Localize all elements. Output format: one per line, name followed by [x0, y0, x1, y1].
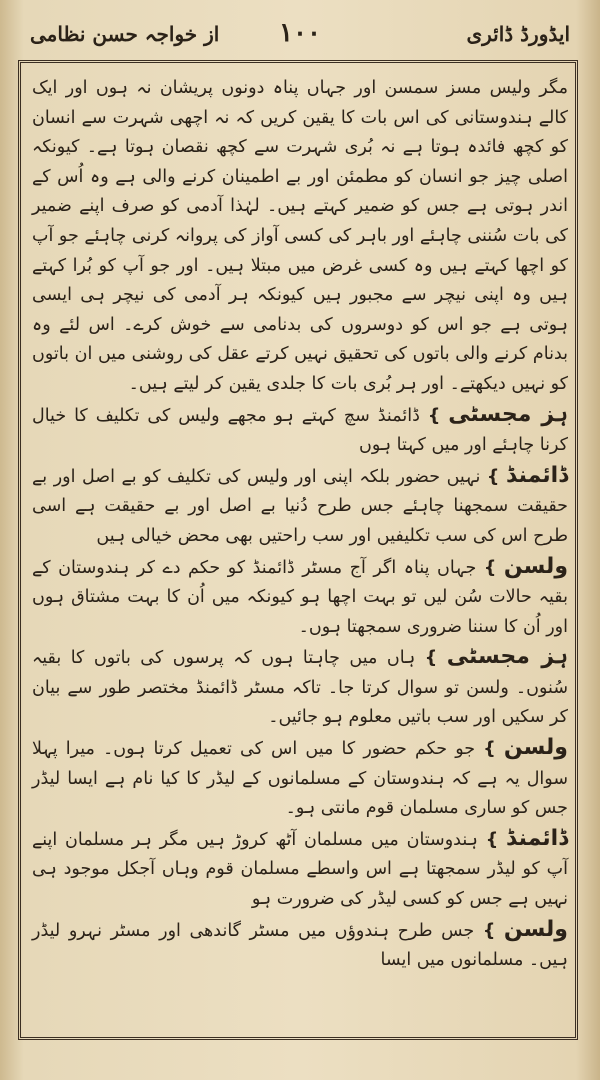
- dialogue-text: ہاں میں چاہتا ہوں کہ پرسوں کی باتوں کا بقیہ سُنوں۔ ولسن تو سوال کرتا جا۔ تاکہ مسٹر ڈائمنڈ مختصر طور سے بیان کر سکیں اور سب باتیں معلوم ہو جائیں۔: [32, 648, 568, 728]
- body-text: [32, 74, 568, 1029]
- speaker-brace: }: [427, 405, 441, 426]
- speaker-brace: }: [424, 648, 438, 669]
- speaker-name: ڈائمنڈ: [505, 462, 568, 488]
- dialogue-line: [32, 552, 568, 643]
- speaker-brace: }: [482, 920, 496, 941]
- speaker-brace: }: [483, 739, 496, 760]
- speaker-name: ولسن: [503, 735, 568, 761]
- book-title: ایڈورڈ ڈائری: [466, 22, 570, 46]
- dialogue-text: ڈائمنڈ سچ کہتے ہو مجھے ولیس کی تکلیف کا خیال کرنا چاہئے اور میں کہتا ہوں: [32, 405, 568, 456]
- dialogue-text: جہاں پناہ اگر آج مسٹر ڈائمنڈ کو حکم دے کر ہندوستان کے بقیہ حالات سُن لیں تو بہت اچھا ہو کیونکہ میں اُن کا بہت مشتاق ہوں اور اُن کا سننا ضروری سمجھتا ہوں۔: [32, 557, 568, 637]
- dialogue-text: جس طرح ہندوؤں میں مسٹر گاندھی اور مسٹر نہرو لیڈر ہیں۔ مسلمانوں میں ایسا: [32, 920, 568, 971]
- dialogue-text: نہیں حضور بلکہ اپنی اور ولیس کی تکلیف کو بے اصل اور بے حقیقت سمجھنا چاہئے جس طرح دُنیا بے اصل اور بے حقیقت ہے اسی طرح اس کی سب تکلیفیں اور سب راحتیں بھی محض خیالی ہیں: [32, 466, 568, 546]
- page-number: ۱۰۰: [279, 18, 321, 48]
- dialogue-text: ہندوستان میں مسلمان آٹھ کروڑ ہیں مگر ہر مسلمان اپنے آپ کو لیڈر سمجھتا ہے اس واسطے مسلمان قوم وہاں آجکل موجود ہی نہیں ہے جس کو کسی لیڈر کی ضرورت ہو: [32, 829, 568, 910]
- speaker-name: ہز مجسٹی: [446, 644, 568, 670]
- speaker-name: ڈائمنڈ: [505, 825, 568, 851]
- dialogue-line: [32, 461, 568, 552]
- speaker-name: ولسن: [503, 553, 568, 579]
- author-name: از خواجہ حسن نظامی: [30, 22, 220, 46]
- dialogue-line: [32, 733, 568, 824]
- dialogue-text: جو حکم حضور کا میں اس کی تعمیل کرتا ہوں۔ میرا پہلا سوال یہ ہے کہ ہندوستان کے مسلمانوں کے لیڈر کا کیا نام ہے ایسا لیڈر جس کو ساری مسلمان قوم مانتی ہو۔: [32, 739, 568, 819]
- dialogue-line: [32, 824, 568, 915]
- dialogue-line: [32, 642, 568, 733]
- intro-paragraph: مگر ولیس مسز سمسن اور جہاں پناہ دونوں پریشان نہ ہوں اور ایک کالے ہندوستانی کی اس بات کا یقین کریں کہ نہ اچھی شہرت سے انسان کو کچھ فائدہ ہوتا ہے نہ بُری شہرت سے کچھ نقصان ہوتا ہے۔ کیونکہ اصلی چیز جو انسان کو مطمئن اور بے اطمینان کرنے والی ہے وہ اُس کے اندر ہوتی ہے جس کو ضمیر کہتے ہیں۔ لہٰذا آدمی کو صرف اپنے ضمیر کی بات سُننی چاہئے اور باہر کی کسی آواز کی پروانہ کرنی چاہئے جو آپ کو اچھا کہتے ہیں وہ کسی غرض میں مبتلا ہیں۔ اور جو آپ کو بُرا کہتے ہیں وہ اپنی نیچر سے مجبور ہیں کیونکہ ہر آدمی کی نیچر ہی ایسی ہوتی ہے جو اس کو دوسروں کی بدنامی سے خوش کرے۔ اس لئے وہ بدنام کرنے والی باتوں کی تحقیق نہیں کرتے عقل کی روشنی میں ان باتوں کو نہیں دیکھتے۔ اور ہر بُری بات کا جلدی یقین کر لیتے ہیں۔: [32, 78, 568, 394]
- dialogue-line: [32, 915, 568, 976]
- dialogue-line: [32, 400, 568, 461]
- speaker-brace: }: [483, 557, 497, 578]
- speaker-name: ہز مجسٹی: [448, 401, 568, 427]
- running-head: [18, 18, 582, 62]
- speaker-brace: }: [485, 829, 499, 850]
- speaker-name: ولسن: [503, 916, 568, 942]
- speaker-brace: }: [486, 466, 500, 487]
